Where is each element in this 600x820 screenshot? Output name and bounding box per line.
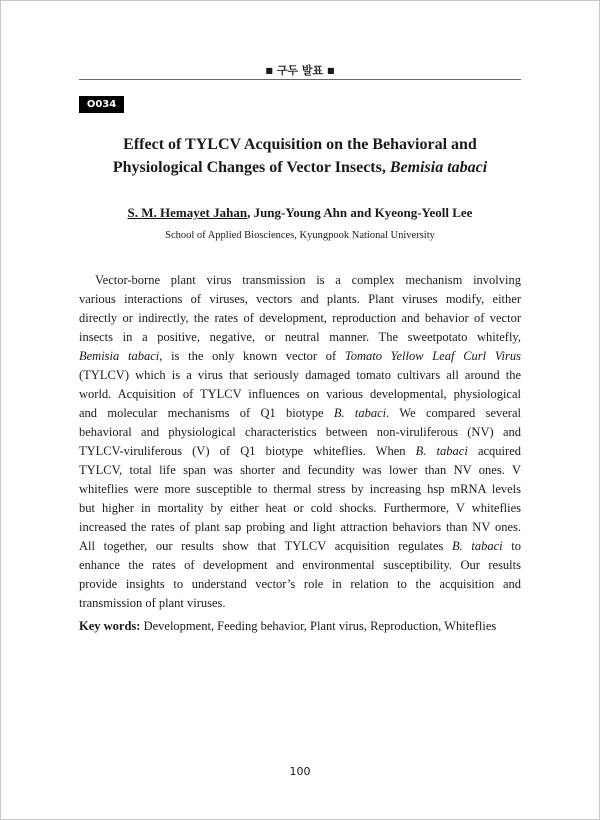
header-marker-left: ■ xyxy=(265,66,273,75)
abstract-text: acquired xyxy=(467,444,521,458)
keywords-label: Key words: xyxy=(79,619,141,633)
abstract-line xyxy=(79,366,521,385)
paper-id-badge: O034 xyxy=(79,96,124,113)
co-authors: , Jung-Young Ahn and Kyeong-Yeoll Lee xyxy=(247,205,473,220)
page-number: 100 xyxy=(289,765,311,778)
abstract-line xyxy=(79,423,521,442)
keywords xyxy=(79,619,521,634)
abstract-line xyxy=(79,385,521,404)
abstract-text: and molecular mechanisms of Q1 biotype xyxy=(79,406,334,420)
abstract-text: various interactions of viruses, vectors and plants. Plant viruses modify, either xyxy=(79,292,521,306)
abstract-line xyxy=(79,556,521,575)
abstract-text: . We compared several xyxy=(386,406,521,420)
affiliation: School of Applied Biosciences, Kyungpook National University xyxy=(165,230,435,241)
abstract-line xyxy=(79,575,521,594)
abstract-text: provide insights to understand vector’s role in relation to the acquisition and xyxy=(79,577,521,591)
abstract-line xyxy=(79,461,521,480)
abstract-text: transmission of plant viruses. xyxy=(79,596,226,610)
title-line-1: Effect of TYLCV Acquisition on the Behavioral and xyxy=(123,136,477,153)
title-line-2-text: Physiological Changes of Vector Insects, xyxy=(112,159,390,176)
section-header xyxy=(79,62,521,78)
abstract-text: insects in a positive, negative, or neutral manner. The sweetpotato whitefly, xyxy=(79,330,521,344)
abstract-text: (TYLCV) which is a virus that seriously damaged tomato cultivars all around the xyxy=(79,368,521,382)
abstract-text: directly or indirectly, the rates of development, reproduction and behavior of vector xyxy=(79,311,521,325)
keywords-text: Development, Feeding behavior, Plant virus, Reproduction, Whiteflies xyxy=(140,619,497,633)
header-rule xyxy=(79,79,521,80)
abstract-body xyxy=(79,271,521,613)
presenting-author: S. M. Hemayet Jahan xyxy=(127,205,248,220)
abstract-line xyxy=(79,347,521,366)
abstract-text: but higher in mortality by either heat or cold shocks. Furthermore, V whiteflies xyxy=(79,501,521,515)
abstract-text: TYLCV, total life span was shorter and fecundity was lower than NV ones. V xyxy=(79,463,521,477)
abstract-text: Vector-borne plant virus transmission is a complex mechanism involving xyxy=(95,273,521,287)
abstract-text: enhance the rates of development and environmental susceptibility. Our results xyxy=(79,558,521,572)
abstract-text: increased the rates of plant sap probing and light attraction behaviors than NV ones. xyxy=(79,520,521,534)
abstract-text: TYLCV-viruliferous (V) of Q1 biotype whiteflies. When xyxy=(79,444,416,458)
abstract-line xyxy=(79,271,521,290)
abstract-italic-term: Tomato Yellow Leaf Curl Virus xyxy=(344,349,522,363)
abstract-line xyxy=(79,328,521,347)
abstract-line xyxy=(79,537,521,556)
author-list xyxy=(79,205,521,221)
abstract-line xyxy=(79,594,521,613)
abstract-line xyxy=(79,290,521,309)
title-line-2 xyxy=(79,156,521,179)
abstract-line xyxy=(79,404,521,423)
abstract-text: world. Acquisition of TYLCV influences on various developmental, physiological xyxy=(79,387,521,401)
abstract-text: All together, our results show that TYLCV acquisition regulates xyxy=(79,539,452,553)
abstract-text: behavioral and physiological characteristics between non-viruliferous (NV) and xyxy=(79,425,521,439)
abstract-italic-term: B. tabaci xyxy=(451,539,503,553)
section-title: 구두 발표 xyxy=(276,64,324,77)
title-species: Bemisia tabaci xyxy=(389,159,488,176)
abstract-italic-term: Bemisia tabaci xyxy=(79,349,160,363)
paper-title xyxy=(79,133,521,179)
abstract-line xyxy=(79,480,521,499)
abstract-italic-term: B. tabaci xyxy=(333,406,387,420)
abstract-line xyxy=(79,309,521,328)
abstract-text: , is the only known vector of xyxy=(159,349,345,363)
header-marker-right: ■ xyxy=(327,66,335,75)
abstract-text: to xyxy=(502,539,521,553)
abstract-italic-term: B. tabaci xyxy=(415,444,468,458)
abstract-text: whiteflies were more susceptible to thermal stress by increasing hsp mRNA levels xyxy=(79,482,521,496)
abstract-line xyxy=(79,518,521,537)
abstract-line xyxy=(79,499,521,518)
abstract-line xyxy=(79,442,521,461)
